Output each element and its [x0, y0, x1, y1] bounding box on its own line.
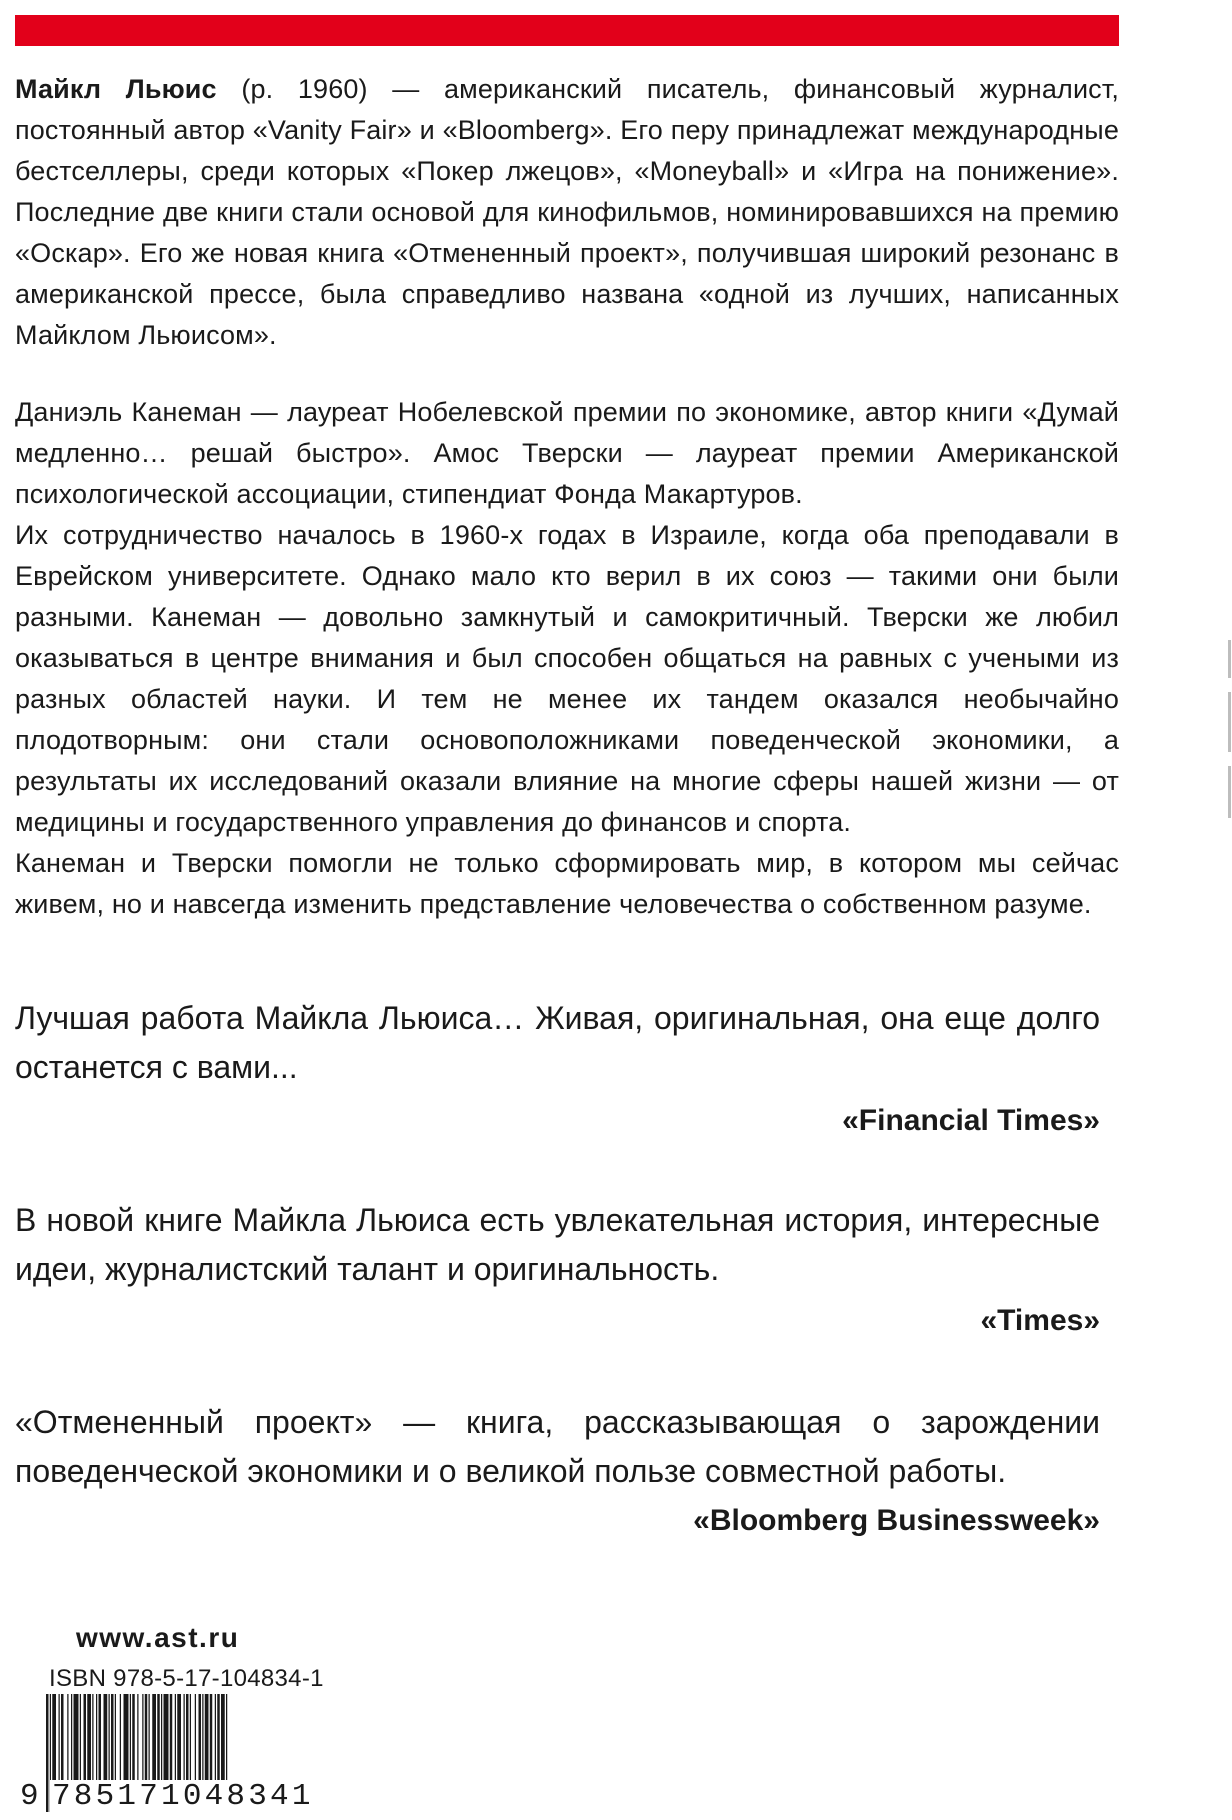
author-name: Майкл Льюис [15, 74, 217, 104]
barcode-bar [52, 1694, 56, 1784]
review-quote-text: Лучшая работа Майкла Льюиса… Живая, оригинальная, она еще долго останется с вами... [15, 1000, 1100, 1085]
barcode-bar [124, 1694, 129, 1784]
barcode-bar [109, 1694, 110, 1784]
description-paragraph: Их сотрудничество началось в 1960-х годах в Израиле, когда оба преподавали в Еврейском университете. Однако мало кто верил в их союз — такими они были разными. Канеман — довольно замкнутый и самокритичный. Тверски же любил оказываться в центре внимания и был способен общаться на равных с учеными из разных областей науки. И тем не менее их тандем оказался необычайно плодотворным: они стали основоположниками поведенческой экономики, а результаты их исследований оказали влияние на многие сферы нашей жизни — от медицины и государственного управления до финансов и спорта. [15, 520, 1119, 837]
author-bio [15, 69, 1119, 356]
barcode-bar [84, 1694, 87, 1784]
barcode-bar [59, 1694, 60, 1784]
review-quote [15, 994, 1100, 1144]
page-edge-marks [1228, 640, 1232, 840]
barcode-bar [170, 1694, 173, 1784]
review-quote [15, 1398, 1100, 1544]
barcode-bar [120, 1694, 121, 1784]
barcode-bar [104, 1694, 108, 1784]
barcode-bar [161, 1694, 162, 1784]
barcode-bar [74, 1694, 79, 1784]
author-bio-body: (р. 1960) — американский писатель, финансовый журналист, постоянный автор «Vanity Fair» и «Bloomberg». Его перу принадлежат международные бестселлеры, среди которых «Покер лжецов», «Moneyball» и «Игра на понижение». Последние две книги стали основой для кинофильмов, номинировавшихся на премию «Оскар». Его же новая книга «Отмененный проект», получившая широкий резонанс в американской прессе, была справедливо названа «одной из лучших, написанных Майклом Льюисом». [15, 74, 1120, 350]
barcode-bar [164, 1694, 169, 1784]
barcode-bar [152, 1694, 156, 1784]
review-quote [15, 1196, 1100, 1344]
barcode-bar [145, 1694, 148, 1784]
barcode-bar [71, 1694, 72, 1784]
isbn-label: ISBN 978-5-17-104834-1 [49, 1665, 324, 1692]
barcode-bar [202, 1694, 203, 1784]
barcode-bar [210, 1694, 213, 1784]
barcode-bar [157, 1694, 160, 1784]
barcode-bar [115, 1694, 116, 1784]
barcode-digits [20, 1780, 330, 1814]
barcode-bar [184, 1694, 185, 1784]
description-paragraph: Канеман и Тверски помогли не только сформировать мир, в котором мы сейчас живем, но и навсегда изменить представление человечества о собственном разуме. [15, 848, 1119, 919]
review-quote-text: В новой книге Майкла Льюиса есть увлекательная история, интересные идеи, журналистский талант и оригинальность. [15, 1202, 1100, 1287]
description-paragraph: Даниэль Канеман — лауреат Нобелевской премии по экономике, автор книги «Думай медленно… решай быстро». Амос Тверски — лауреат премии Американской психологической ассоциации, стипендиат Фонда Макартуров. [15, 397, 1119, 509]
top-red-bar [15, 15, 1119, 46]
barcode-digit-string: 785171048341 [52, 1779, 314, 1814]
barcode-bar [177, 1694, 181, 1784]
book-description [15, 392, 1119, 925]
barcode-bar [132, 1694, 135, 1784]
barcode-bar [61, 1694, 64, 1784]
barcode-bar [190, 1694, 191, 1784]
author-bio-text [15, 69, 1119, 356]
review-quote-source: «Times» [980, 1304, 1100, 1337]
barcode-bar [67, 1694, 68, 1784]
barcode-bar [149, 1694, 150, 1784]
barcode-bar [217, 1694, 220, 1784]
barcode-bar [80, 1694, 81, 1784]
barcode-bar [199, 1694, 202, 1784]
barcode-bar [87, 1694, 91, 1784]
publisher-website: www.ast.ru [76, 1622, 240, 1653]
review-quote-source: «Financial Times» [842, 1104, 1100, 1137]
barcode-first-digit: 9 [20, 1779, 42, 1814]
barcode-bar [92, 1694, 93, 1784]
barcode-bar [175, 1694, 176, 1784]
barcode-bar [111, 1694, 114, 1784]
barcode-bar [130, 1694, 131, 1784]
barcode-bar [96, 1694, 97, 1784]
barcode-bar [215, 1694, 216, 1784]
review-quote-text: «Отмененный проект» — книга, рассказывающая о зарождении поведенческой экономики и о великой пользе совместной работы. [15, 1404, 1100, 1489]
barcode-bar [99, 1694, 102, 1784]
barcode-bar [195, 1694, 196, 1784]
review-quote-source: «Bloomberg Businessweek» [693, 1504, 1100, 1537]
barcode-bar [205, 1694, 209, 1784]
barcode-bar [186, 1694, 189, 1784]
